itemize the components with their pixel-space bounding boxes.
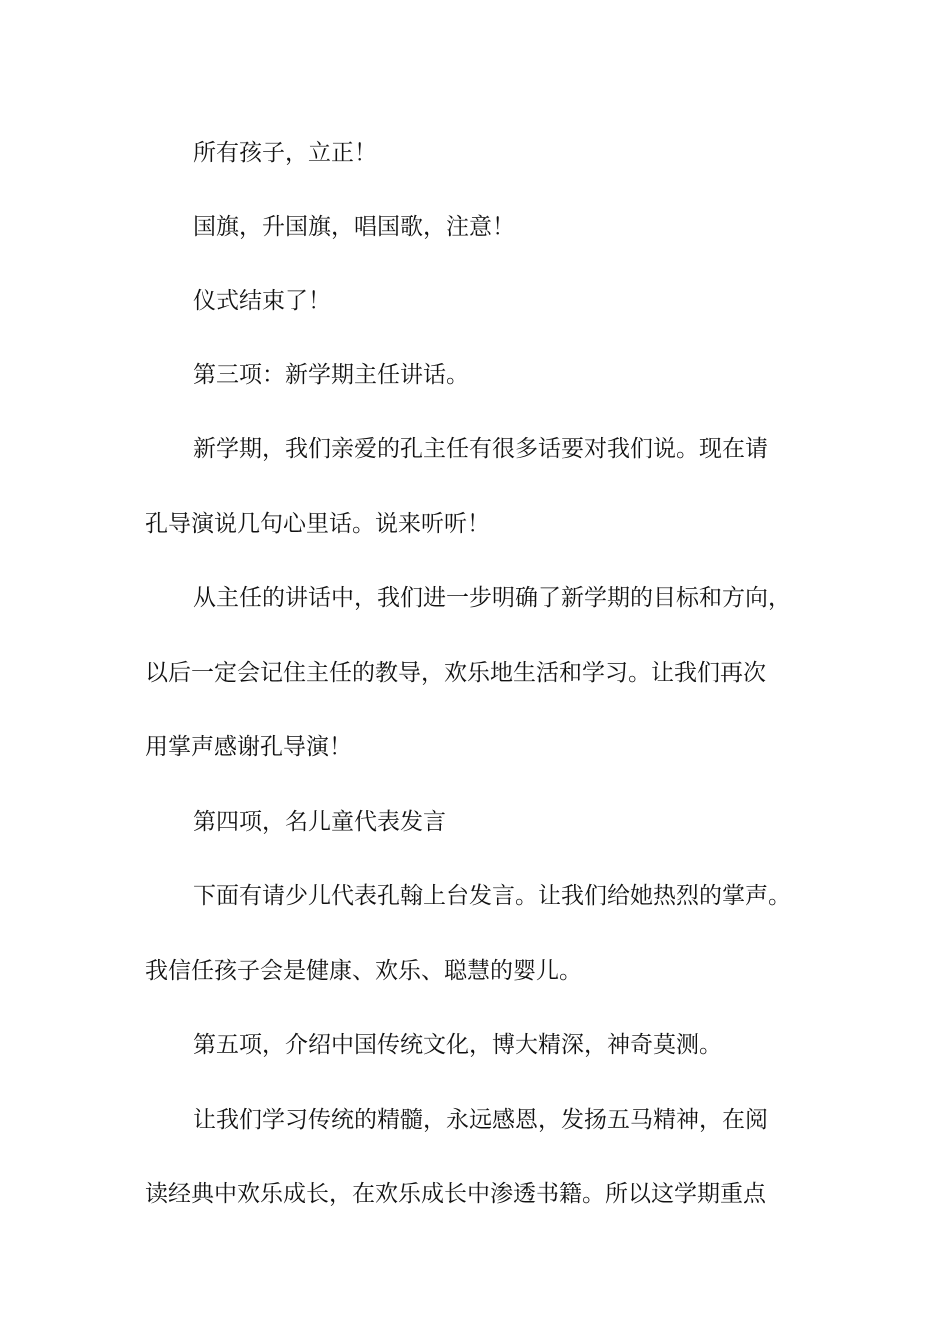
- paragraph-line: 我信任孩子会是健康、欢乐、聪慧的婴儿。: [145, 958, 582, 984]
- paragraph-line: 国旗，升国旗，唱国歌，注意！: [193, 214, 515, 240]
- paragraph-line: 下面有请少儿代表孔翰上台发言。让我们给她热烈的掌声。: [193, 883, 791, 909]
- paragraph-line: 所有孩子，立正！: [193, 140, 377, 166]
- paragraph-line: 孔导演说几句心里话。说来听听！: [145, 511, 490, 537]
- paragraph-line: 从主任的讲话中，我们进一步明确了新学期的目标和方向，: [193, 585, 791, 611]
- paragraph-line: 读经典中欢乐成长，在欢乐成长中渗透书籍。所以这学期重点: [145, 1181, 766, 1207]
- paragraph-line: 新学期，我们亲爱的孔主任有很多话要对我们说。现在请: [193, 436, 768, 462]
- paragraph-line: 第三项：新学期主任讲话。: [193, 362, 469, 388]
- paragraph-line: 以后一定会记住主任的教导，欢乐地生活和学习。让我们再次: [145, 660, 766, 686]
- paragraph-line: 仪式结束了！: [193, 288, 331, 314]
- paragraph-line: 用掌声感谢孔导演！: [145, 734, 352, 760]
- paragraph-line: 第五项，介绍中国传统文化，博大精深，神奇莫测。: [193, 1032, 722, 1058]
- paragraph-line: 让我们学习传统的精髓，永远感恩，发扬五马精神，在阅: [193, 1107, 768, 1133]
- paragraph-line: 第四项，名儿童代表发言: [193, 809, 446, 835]
